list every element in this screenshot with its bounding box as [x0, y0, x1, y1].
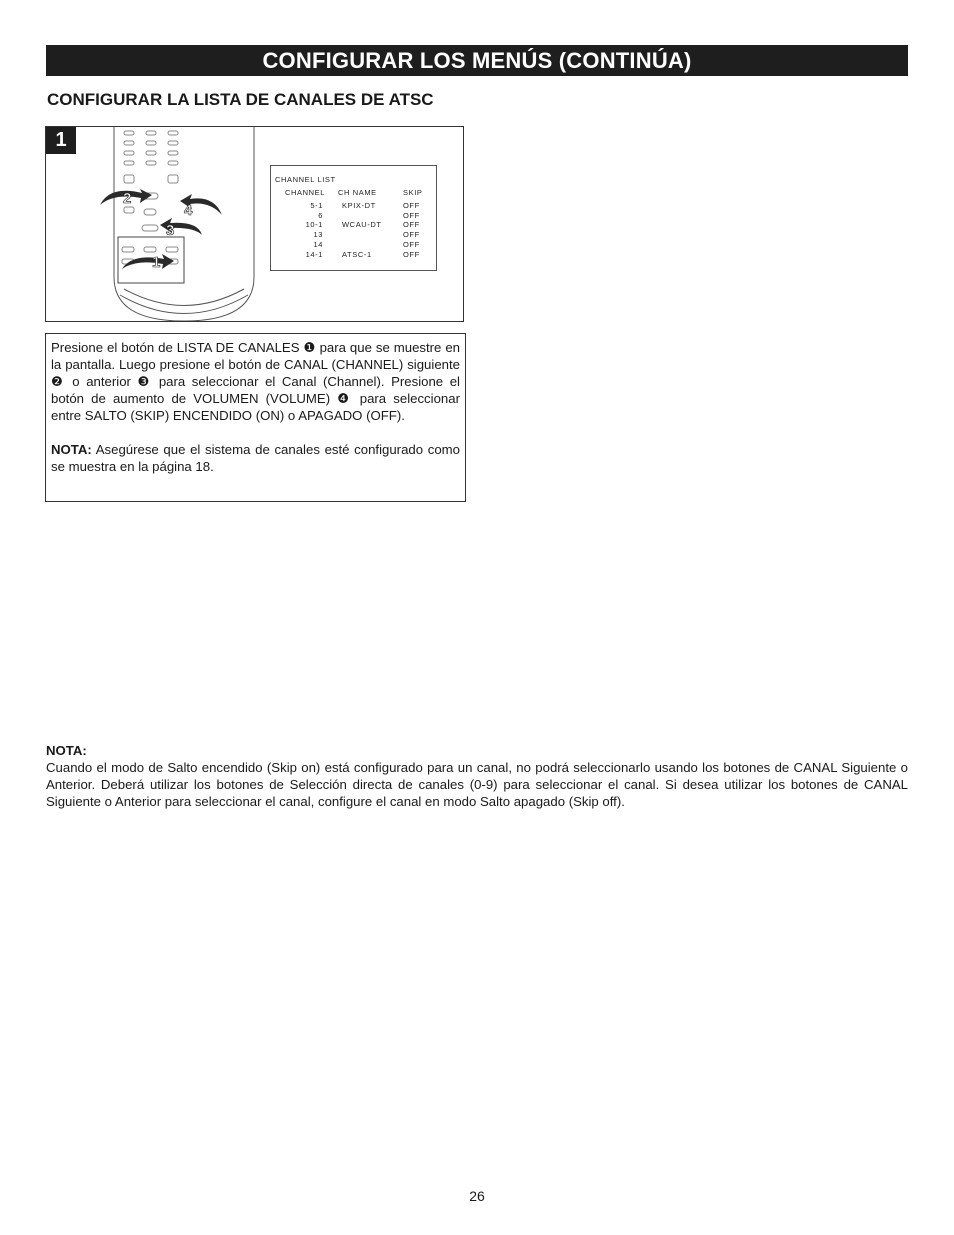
- channel-name: WCAU-DT: [342, 220, 382, 229]
- instructions-box: [45, 333, 466, 502]
- channel-row: [271, 201, 436, 211]
- column-ch-name: CH NAME: [338, 188, 377, 197]
- channel-row: [271, 211, 436, 221]
- screen-header-row: [271, 188, 436, 198]
- note-label: NOTA:: [51, 442, 92, 457]
- channel-number: 14: [313, 240, 323, 249]
- instructions-paragraph: [51, 339, 460, 424]
- channel-number: 13: [313, 230, 323, 239]
- channel-list-screen: [270, 165, 437, 271]
- channel-skip: OFF: [403, 220, 420, 229]
- page-title: CONFIGURAR LOS MENÚS (CONTINÚA): [262, 47, 692, 73]
- channel-row: [271, 240, 436, 250]
- remote-control-illustration: [86, 127, 276, 322]
- channel-skip: OFF: [403, 240, 420, 249]
- channel-number: 6: [318, 210, 323, 220]
- column-skip: SKIP: [403, 188, 423, 197]
- column-channel: CHANNEL: [285, 188, 326, 197]
- channel-skip: OFF: [403, 201, 420, 210]
- instruction-text: Presione el botón de LISTA DE CANALES: [51, 340, 304, 355]
- step-marker-3: ❸: [137, 374, 153, 389]
- callout-3: 3: [166, 222, 175, 239]
- step-badge: 1: [46, 127, 76, 154]
- bottom-note-label: NOTA:: [46, 743, 87, 758]
- instructions-note: [51, 441, 460, 475]
- step-marker-1: ❶: [303, 340, 316, 355]
- page-number: 26: [469, 1188, 485, 1204]
- bottom-note: [46, 742, 908, 810]
- note-text: Asegúrese que el sistema de canales esté configurado como se muestra en la página 18.: [51, 442, 460, 474]
- instruction-text: para seleccionar entre SALTO (SKIP) ENCENDIDO (ON) o APAGADO (OFF).: [51, 391, 460, 423]
- channel-number: 14-1: [305, 250, 323, 259]
- channel-name: KPIX-DT: [342, 201, 376, 210]
- figure-step-1: [45, 126, 464, 322]
- step-marker-4: ❹: [337, 391, 353, 406]
- callout-2: 2: [123, 190, 132, 207]
- channel-skip: OFF: [403, 230, 420, 239]
- callout-1: 1: [152, 254, 161, 271]
- callout-4: 4: [184, 202, 193, 219]
- channel-row: [271, 250, 436, 260]
- screen-title: CHANNEL LIST: [275, 175, 336, 184]
- instruction-text: para que se muestre en la pantalla. Luego presione el botón de CANAL (CHANNEL) siguiente: [51, 340, 461, 372]
- bottom-note-text: Cuando el modo de Salto encendido (Skip on) está configurado para un canal, no podrá seleccionarlo usando los botones de CANAL Siguiente o Anterior. Deberá utilizar los botones de Selección directa de canales (0-9) para seleccionar el canal. Si desea utilizar los botones de CANAL Siguiente o Anterior para seleccionar el canal, configure el canal en modo Salto apagado (Skip off).: [46, 760, 908, 809]
- channel-row: [271, 220, 436, 230]
- step-marker-2: ❷: [51, 374, 66, 389]
- channel-name: ATSC-1: [342, 250, 372, 259]
- channel-skip: OFF: [403, 210, 420, 220]
- instruction-text: o anterior: [65, 374, 138, 389]
- channel-number: 10-1: [305, 220, 323, 229]
- channel-number: 5-1: [310, 201, 323, 210]
- section-heading: CONFIGURAR LA LISTA DE CANALES DE ATSC: [47, 90, 434, 109]
- channel-skip: OFF: [403, 250, 420, 259]
- page-title-bar: [46, 45, 908, 76]
- instruction-text: para seleccionar el Canal (Channel). Presione el botón de aumento de VOLUMEN (VOLUME): [51, 374, 460, 406]
- channel-row: [271, 230, 436, 240]
